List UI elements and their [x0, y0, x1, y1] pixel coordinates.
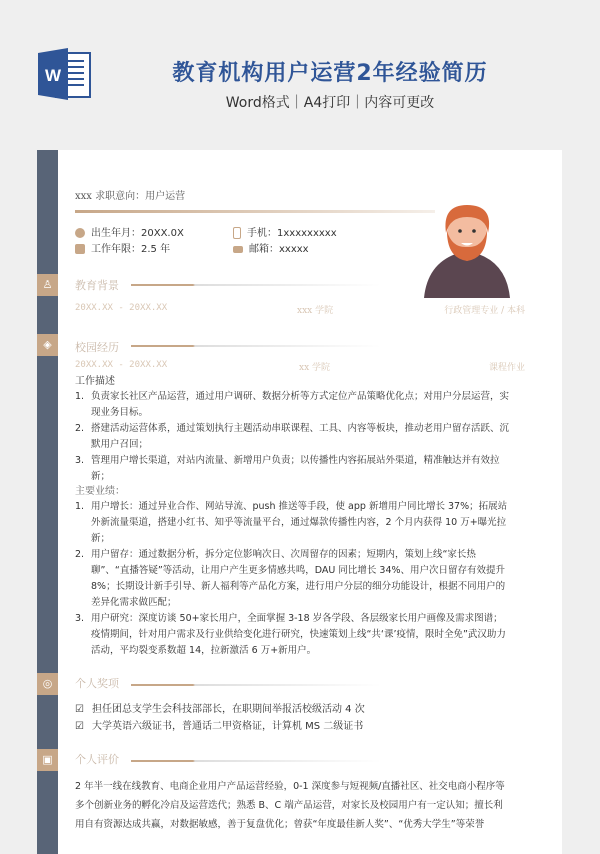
list-item: 2. 用户留存：通过数据分析，拆分定位影响次日、次周留存的因素；短期内，策划上线“家长热聊”、“直播答疑”等活动，让用户产生更多情感共鸣，DAU 同比增长 34%、用户次日留存有效提升 8%；长期设计新手引导、新人福利等产品化方案，进行用户分层的细分功能设计，根据不同用户的差异化需求做匹配；: [75, 549, 506, 608]
section-title-campus: 校园经历: [75, 341, 119, 354]
avatar: [422, 203, 512, 298]
evaluation-text: 2 年半一线在线教育、电商企业用户产品运营经验，0-1 深度参与短视频/直播社区、社交电商小程序等多个创新业务的孵化冷启及运营迭代；熟悉 B、C 端产品运营，对家长及校园用户有一定认知；擅长利用自有资源达成共赢，对数据敏感，善于复盘优化；曾获“年度最佳新人奖”、“优秀大学生”等荣誉: [75, 781, 505, 830]
section-title-awards: 个人奖项: [75, 677, 119, 690]
section-title-education: 教育背景: [75, 279, 119, 292]
section-evaluation: [42, 753, 512, 769]
list-item: 1. 用户增长：通过异业合作、网站导流、push 推送等手段，使 app 新增用户同比增长 37%；拓展站外新流量渠道，搭建小红书、知乎等流量平台，通过爆款传播性内容，2 个月内获得 10 万+曝光拉新；: [75, 501, 508, 544]
award-item: 担任团总支学生会科技部部长，在职期间举报活校级活动 4 次: [91, 704, 365, 715]
work-desc-label: 工作描述: [75, 376, 115, 387]
section-awards: [42, 677, 512, 693]
evaluation-icon: ▣: [37, 749, 58, 771]
achievements-label: 主要业绩：: [75, 486, 125, 497]
section-divider: [131, 284, 381, 286]
section-divider: [131, 760, 381, 762]
page-subtitle: Word格式｜A4打印｜内容可更改: [225, 95, 435, 111]
work-years: 工作年限：2.5 年: [91, 244, 171, 255]
campus-icon: ◈: [37, 334, 58, 356]
svg-text:W: W: [44, 66, 62, 85]
birthday-icon: [75, 228, 85, 238]
person-icon: [75, 244, 85, 254]
word-logo-icon: [38, 47, 92, 101]
check-icon: ☑: [75, 704, 84, 715]
email: 邮箱：xxxxx: [249, 244, 309, 255]
check-icon: ☑: [75, 721, 84, 732]
page-title: 教育机构用户运营2年经验简历: [172, 61, 488, 86]
education-icon: ♙: [37, 274, 58, 296]
mail-icon: [233, 246, 243, 253]
work-desc-list: [75, 389, 512, 485]
section-divider: [131, 345, 381, 347]
phone: 手机：1xxxxxxxxx: [247, 228, 337, 239]
award-item: 大学英语六级证书，普通话二甲资格证，计算机 MS 二级证书: [91, 721, 364, 732]
list-item: 3. 管理用户增长渠道，对站内流量、新增用户负责；以传播性内容拓展站外渠道，精准触达并有效拉新；: [75, 455, 500, 482]
phone-icon: [233, 227, 241, 239]
section-title-evaluation: 个人评价: [75, 753, 119, 766]
section-divider: [131, 684, 381, 686]
list-item: 2. 搭建活动运营体系，通过策划执行主题活动串联课程、工具、内容等板块，推动老用户留存活跃、沉默用户召回；: [75, 423, 510, 450]
birth-date: 出生年月：20XX.0X: [91, 228, 184, 239]
list-item: 1. 负责家长社区产品运营，通过用户调研、数据分析等方式定位产品策略优化点；对用户分层运营，实现业务目标。: [75, 391, 510, 418]
achievements-list: [75, 499, 512, 659]
award-icon: ◎: [37, 673, 58, 695]
list-item: 3. 用户研究：深度访谈 50+家长用户，全面掌握 3-18 岁各学段、各层级家长用户画像及需求图谱；疫情期间，针对用户需求及行业供给变化进行研究，快速策划上线“共‘课’疫情，限时全免”武汉助力活动，平均裂变系数超 14，拉新激活 6 万+新用户。: [75, 613, 506, 656]
header-divider: [75, 210, 435, 213]
name-line: xxx 求职意向：用户运营: [75, 191, 186, 202]
